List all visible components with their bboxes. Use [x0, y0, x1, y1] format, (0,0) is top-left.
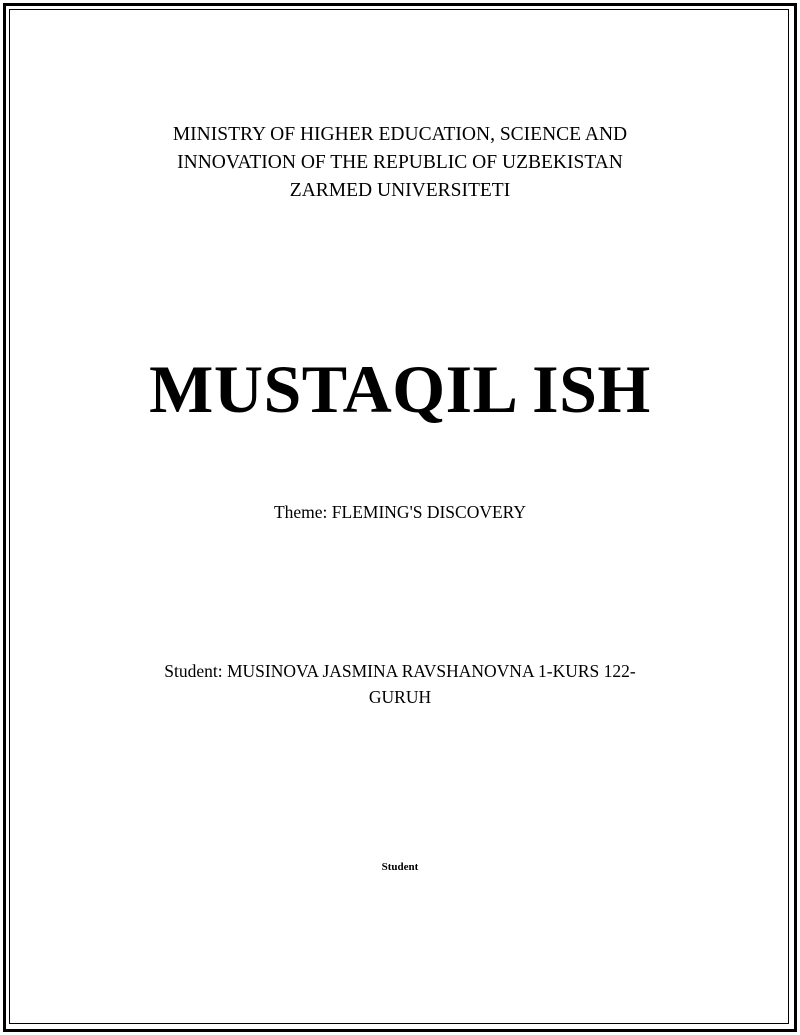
document-title: MUSTAQIL ISH — [149, 351, 651, 427]
theme-line: Theme: FLEMING'S DISCOVERY — [273, 502, 527, 522]
student-info — [0, 658, 800, 710]
header-line-1: MINISTRY OF HIGHER EDUCATION, SCIENCE AND — [172, 124, 628, 145]
header-line-2: INNOVATION OF THE REPUBLIC OF UZBEKISTAN — [177, 152, 623, 173]
student-line-2: GURUH — [368, 687, 432, 707]
institution-header — [0, 121, 800, 205]
footer-student-label: Student — [381, 861, 419, 873]
student-line-1: Student: MUSINOVA JASMINA RAVSHANOVNA 1-KURS 122- — [164, 661, 636, 681]
header-line-3: ZARMED UNIVERSITETI — [289, 180, 511, 201]
